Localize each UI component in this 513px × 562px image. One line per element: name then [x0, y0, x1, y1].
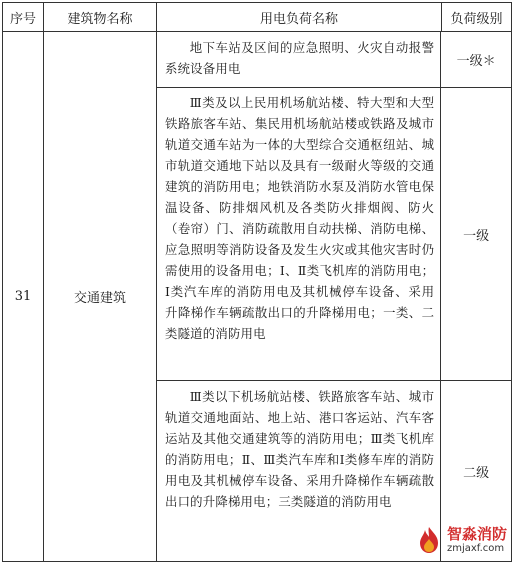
flame-logo-icon — [414, 525, 444, 555]
load-item-2 — [157, 88, 511, 381]
load-item-2-level: 一级 — [463, 228, 490, 244]
watermark-url: zmjaxf.com — [446, 542, 505, 554]
load-item-1 — [157, 32, 511, 88]
header-num: 序号 — [3, 3, 44, 32]
load-level-table — [2, 2, 512, 562]
load-items — [157, 32, 512, 562]
load-item-3-level: 二级 — [463, 465, 490, 481]
header-load-name: 用电负荷名称 — [157, 3, 442, 32]
header-building: 建筑物名称 — [44, 3, 157, 32]
load-item-1-description: 地下车站及区间的应急照明、火灾自动报警系统设备用电 — [165, 40, 435, 76]
row-building: 交通建筑 — [44, 32, 157, 562]
load-item-2-description: Ⅲ类及以上民用机场航站楼、特大型和大型铁路旅客车站、集民用机场航站楼或铁路及城市轨道交通车站为一体的大型综合交通枢纽站、城市轨道交通地下站以及具有一级耐火等级的交通建筑的消防用电；地铁消防水泵及消防水管电保温设备、防排烟风机及各类防火排烟阀、防火（卷帘）门、消防疏散用自动扶梯、消防电梯、应急照明等消防设备及发生火灾或其他灾害时仍需使用的设备用电；Ⅰ、Ⅱ类飞机库的消防用电；Ⅰ类汽车库的消防用电及其机械停车设备、采用升降梯作车辆疏散出口的升降梯用电；一类、二类隧道的消防用电 — [165, 95, 435, 341]
table-row — [3, 32, 512, 562]
header-level: 负荷级别 — [442, 3, 512, 32]
watermark — [414, 525, 507, 555]
load-item-1-level: 一级＊ — [456, 54, 496, 69]
table-header-row — [3, 3, 512, 32]
row-num: 31 — [3, 32, 44, 562]
load-item-3-description: Ⅲ类以下机场航站楼、铁路旅客车站、城市轨道交通地面站、地上站、港口客运站、汽车客运站及其他交通建筑等的消防用电；Ⅲ类飞机库的消防用电；Ⅱ、Ⅲ类汽车库和Ⅰ类修车库的消防用电及其机械停车设备、采用升降梯作车辆疏散出口的升降梯用电；三类隧道的消防用电 — [165, 389, 435, 509]
watermark-title: 智淼消防 — [446, 524, 507, 543]
